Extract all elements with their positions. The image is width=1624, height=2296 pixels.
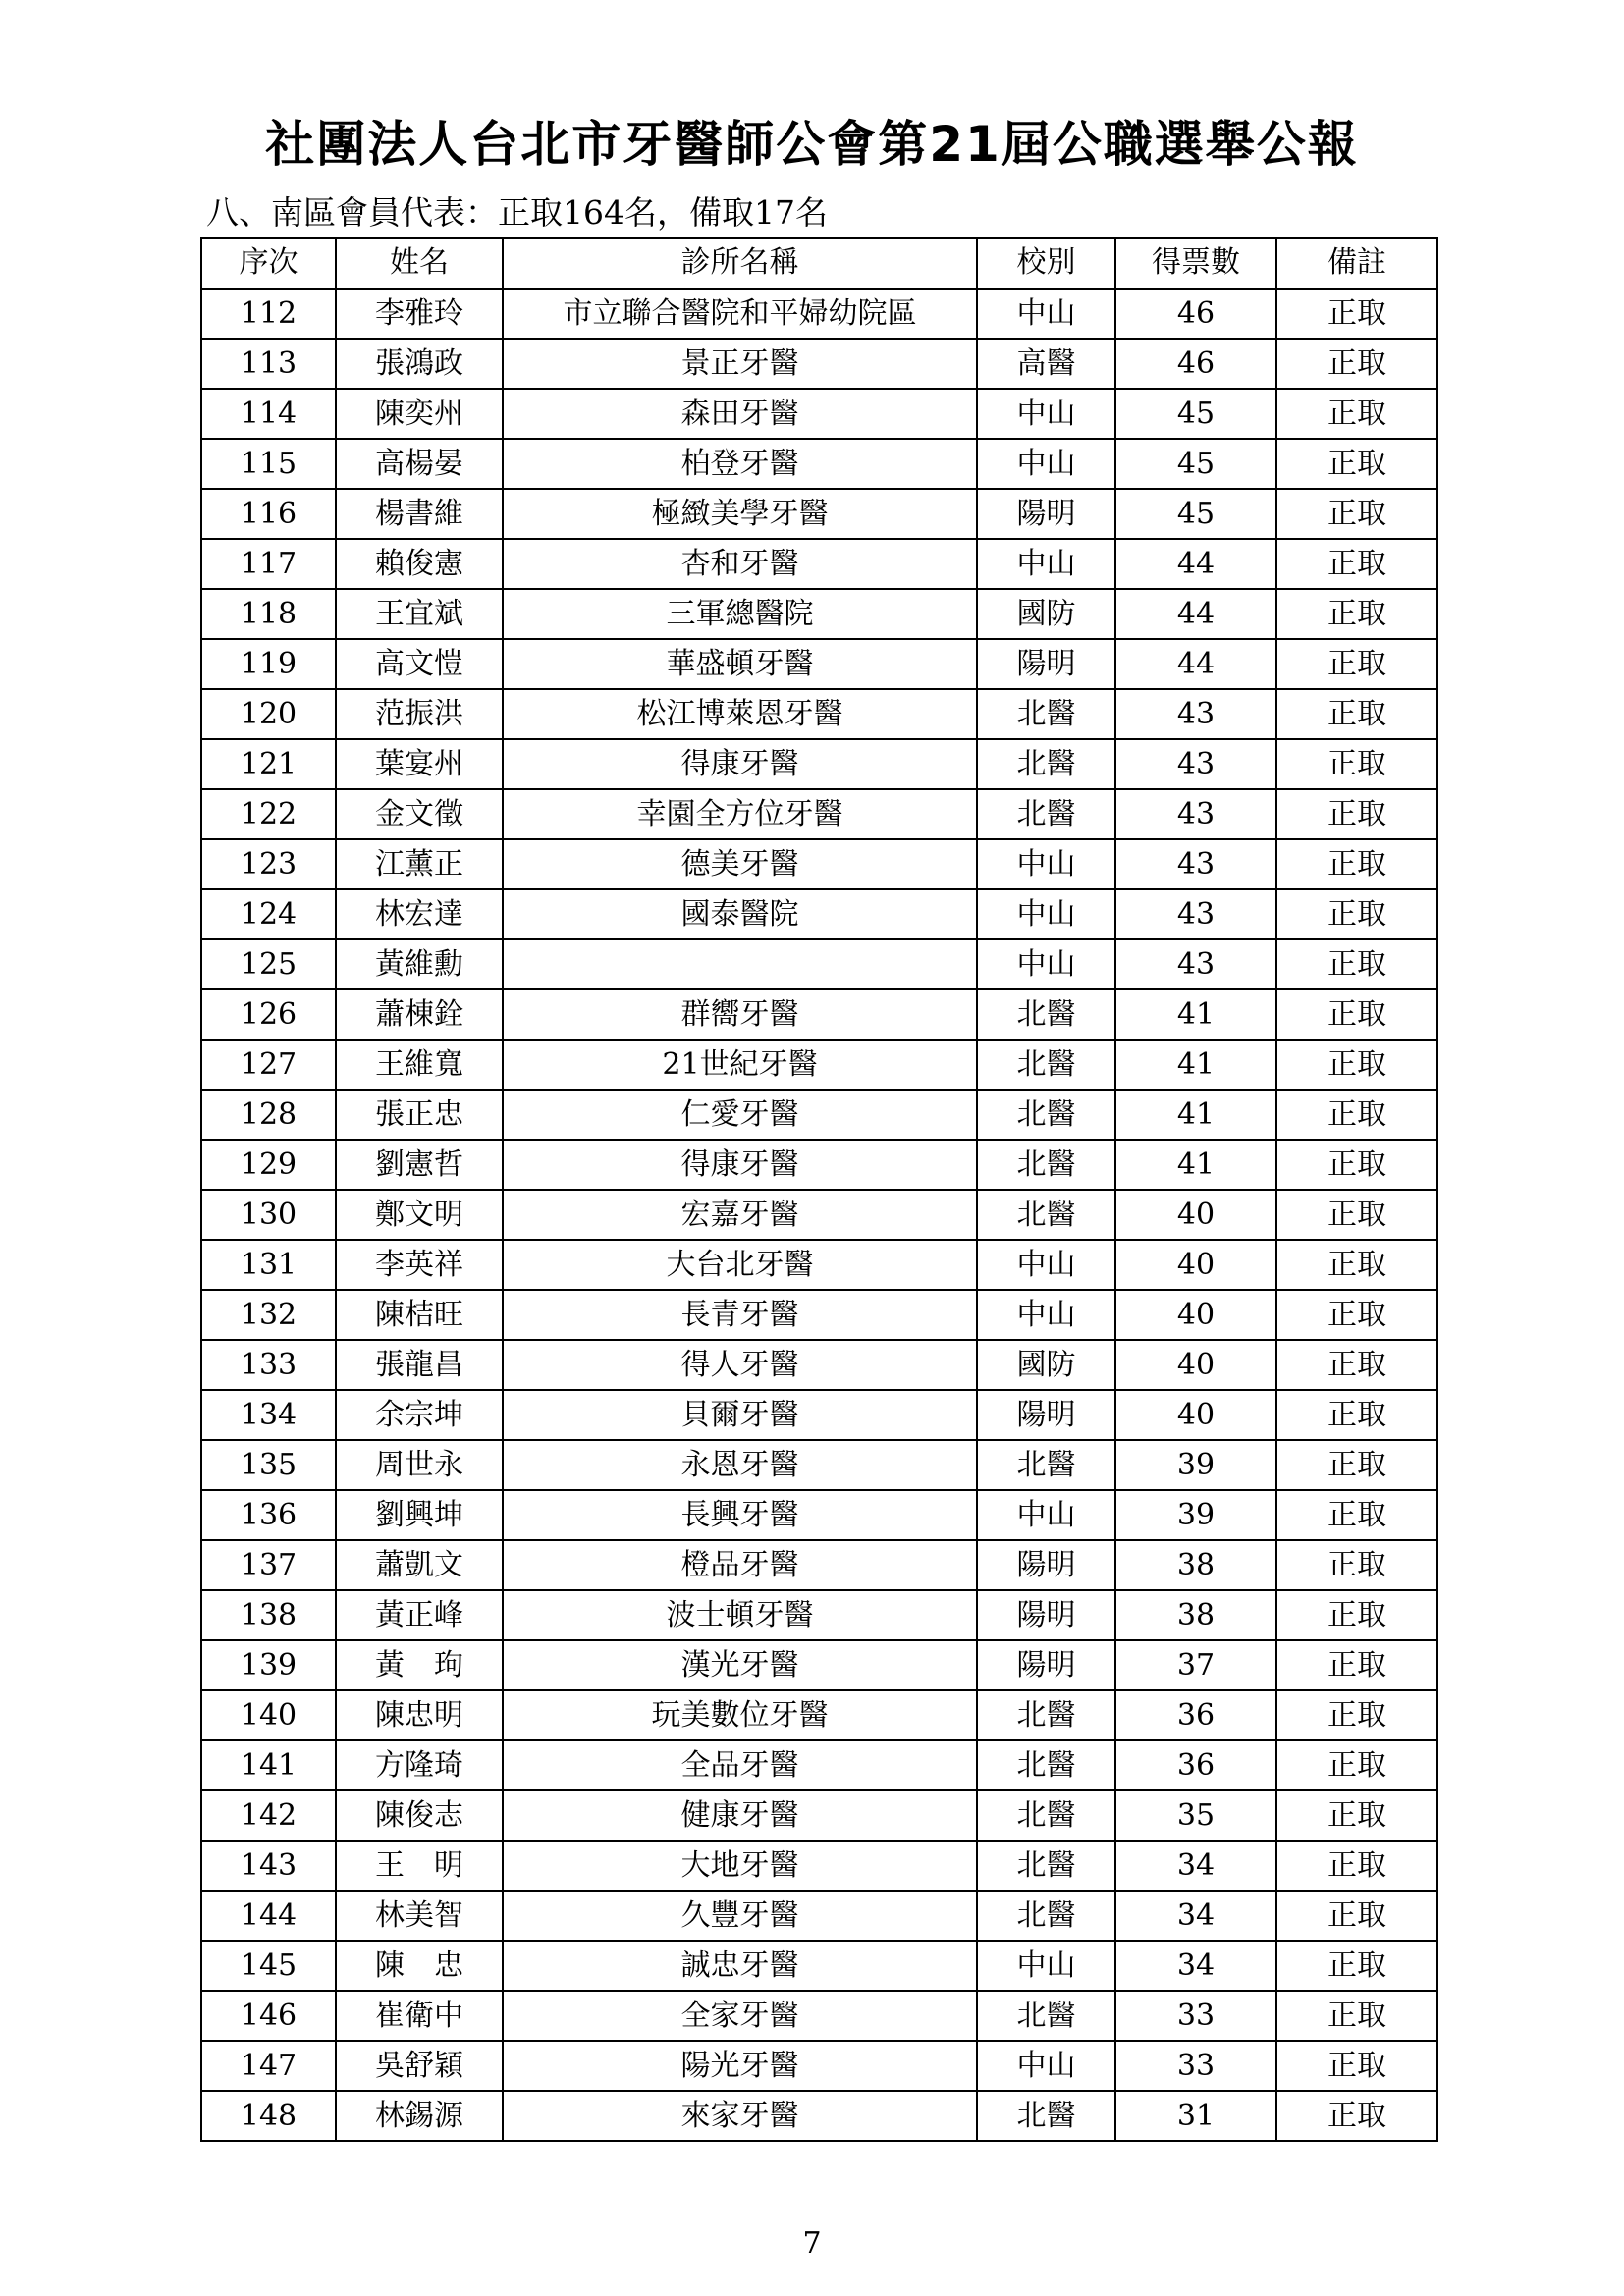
cell-votes: 38 xyxy=(1115,1540,1276,1590)
cell-votes: 41 xyxy=(1115,1090,1276,1140)
cell-remark: 正取 xyxy=(1276,1540,1437,1590)
cell-school: 國防 xyxy=(977,1340,1115,1390)
cell-clinic: 宏嘉牙醫 xyxy=(503,1190,977,1240)
cell-school: 北醫 xyxy=(977,989,1115,1040)
cell-name: 蕭凱文 xyxy=(336,1540,503,1590)
header-remark: 備註 xyxy=(1276,238,1437,289)
table-row xyxy=(201,1891,1437,1941)
table-row xyxy=(201,889,1437,939)
cell-remark: 正取 xyxy=(1276,1690,1437,1740)
cell-votes: 46 xyxy=(1115,339,1276,389)
table-row xyxy=(201,589,1437,639)
cell-name: 陳俊志 xyxy=(336,1790,503,1841)
cell-remark: 正取 xyxy=(1276,689,1437,739)
cell-clinic: 久豐牙醫 xyxy=(503,1891,977,1941)
cell-votes: 38 xyxy=(1115,1590,1276,1640)
table-row xyxy=(201,1841,1437,1891)
cell-clinic: 幸園全方位牙醫 xyxy=(503,789,977,839)
cell-rank: 124 xyxy=(201,889,336,939)
cell-rank: 118 xyxy=(201,589,336,639)
cell-school: 陽明 xyxy=(977,1590,1115,1640)
cell-name: 陳 忠 xyxy=(336,1941,503,1991)
cell-votes: 34 xyxy=(1115,1891,1276,1941)
cell-school: 北醫 xyxy=(977,1040,1115,1090)
cell-remark: 正取 xyxy=(1276,1490,1437,1540)
cell-rank: 134 xyxy=(201,1390,336,1440)
cell-remark: 正取 xyxy=(1276,1040,1437,1090)
cell-school: 北醫 xyxy=(977,739,1115,789)
cell-name: 蕭棟銓 xyxy=(336,989,503,1040)
cell-remark: 正取 xyxy=(1276,389,1437,439)
table-row xyxy=(201,289,1437,339)
cell-name: 高文愷 xyxy=(336,639,503,689)
cell-name: 林美智 xyxy=(336,1891,503,1941)
cell-school: 中山 xyxy=(977,439,1115,489)
cell-school: 中山 xyxy=(977,1290,1115,1340)
cell-remark: 正取 xyxy=(1276,1740,1437,1790)
cell-votes: 45 xyxy=(1115,489,1276,539)
cell-remark: 正取 xyxy=(1276,439,1437,489)
table-row xyxy=(201,689,1437,739)
cell-school: 中山 xyxy=(977,939,1115,989)
table-row xyxy=(201,989,1437,1040)
cell-name: 崔衛中 xyxy=(336,1991,503,2041)
election-results-table xyxy=(200,237,1438,2142)
table-row xyxy=(201,1390,1437,1440)
cell-clinic: 得康牙醫 xyxy=(503,739,977,789)
cell-clinic: 群嚮牙醫 xyxy=(503,989,977,1040)
table-row xyxy=(201,839,1437,889)
cell-name: 王維寬 xyxy=(336,1040,503,1090)
cell-rank: 114 xyxy=(201,389,336,439)
cell-name: 方隆琦 xyxy=(336,1740,503,1790)
table-row xyxy=(201,1590,1437,1640)
cell-remark: 正取 xyxy=(1276,289,1437,339)
table-row xyxy=(201,1941,1437,1991)
cell-clinic: 漢光牙醫 xyxy=(503,1640,977,1690)
cell-school: 高醫 xyxy=(977,339,1115,389)
cell-rank: 132 xyxy=(201,1290,336,1340)
table-row xyxy=(201,1340,1437,1390)
table-row xyxy=(201,639,1437,689)
cell-clinic: 華盛頓牙醫 xyxy=(503,639,977,689)
table-row xyxy=(201,1640,1437,1690)
table-row xyxy=(201,389,1437,439)
table-header-row xyxy=(201,238,1437,289)
table-row xyxy=(201,1790,1437,1841)
cell-name: 江薰正 xyxy=(336,839,503,889)
cell-votes: 45 xyxy=(1115,389,1276,439)
cell-remark: 正取 xyxy=(1276,839,1437,889)
cell-votes: 40 xyxy=(1115,1340,1276,1390)
cell-votes: 31 xyxy=(1115,2091,1276,2141)
cell-name: 李雅玲 xyxy=(336,289,503,339)
cell-school: 北醫 xyxy=(977,1841,1115,1891)
cell-rank: 120 xyxy=(201,689,336,739)
cell-clinic: 健康牙醫 xyxy=(503,1790,977,1841)
cell-rank: 130 xyxy=(201,1190,336,1240)
cell-rank: 123 xyxy=(201,839,336,889)
cell-school: 北醫 xyxy=(977,689,1115,739)
cell-rank: 122 xyxy=(201,789,336,839)
table-row xyxy=(201,1240,1437,1290)
cell-votes: 43 xyxy=(1115,889,1276,939)
cell-name: 林錫源 xyxy=(336,2091,503,2141)
cell-votes: 41 xyxy=(1115,1140,1276,1190)
cell-name: 張正忠 xyxy=(336,1090,503,1140)
cell-remark: 正取 xyxy=(1276,589,1437,639)
cell-votes: 43 xyxy=(1115,939,1276,989)
cell-remark: 正取 xyxy=(1276,1590,1437,1640)
table-row xyxy=(201,1290,1437,1340)
cell-name: 余宗坤 xyxy=(336,1390,503,1440)
cell-rank: 131 xyxy=(201,1240,336,1290)
cell-remark: 正取 xyxy=(1276,939,1437,989)
cell-name: 張龍昌 xyxy=(336,1340,503,1390)
header-rank: 序次 xyxy=(201,238,336,289)
cell-name: 陳忠明 xyxy=(336,1690,503,1740)
cell-rank: 133 xyxy=(201,1340,336,1390)
cell-name: 劉興坤 xyxy=(336,1490,503,1540)
cell-remark: 正取 xyxy=(1276,989,1437,1040)
cell-remark: 正取 xyxy=(1276,1891,1437,1941)
cell-clinic: 德美牙醫 xyxy=(503,839,977,889)
cell-school: 北醫 xyxy=(977,1440,1115,1490)
cell-school: 中山 xyxy=(977,2041,1115,2091)
cell-clinic: 景正牙醫 xyxy=(503,339,977,389)
table-row xyxy=(201,1540,1437,1590)
cell-remark: 正取 xyxy=(1276,1640,1437,1690)
header-name: 姓名 xyxy=(336,238,503,289)
cell-votes: 33 xyxy=(1115,2041,1276,2091)
cell-clinic: 國泰醫院 xyxy=(503,889,977,939)
cell-school: 中山 xyxy=(977,539,1115,589)
cell-rank: 127 xyxy=(201,1040,336,1090)
cell-rank: 113 xyxy=(201,339,336,389)
cell-rank: 143 xyxy=(201,1841,336,1891)
cell-votes: 39 xyxy=(1115,1490,1276,1540)
cell-name: 吳舒穎 xyxy=(336,2041,503,2091)
cell-votes: 41 xyxy=(1115,989,1276,1040)
cell-clinic: 三軍總醫院 xyxy=(503,589,977,639)
cell-clinic: 貝爾牙醫 xyxy=(503,1390,977,1440)
cell-clinic: 波士頓牙醫 xyxy=(503,1590,977,1640)
cell-clinic: 21世紀牙醫 xyxy=(503,1040,977,1090)
cell-remark: 正取 xyxy=(1276,1991,1437,2041)
cell-rank: 141 xyxy=(201,1740,336,1790)
cell-name: 劉憲哲 xyxy=(336,1140,503,1190)
cell-remark: 正取 xyxy=(1276,639,1437,689)
cell-name: 賴俊憲 xyxy=(336,539,503,589)
cell-school: 北醫 xyxy=(977,2091,1115,2141)
cell-remark: 正取 xyxy=(1276,1440,1437,1490)
cell-votes: 35 xyxy=(1115,1790,1276,1841)
table-row xyxy=(201,1090,1437,1140)
cell-votes: 41 xyxy=(1115,1040,1276,1090)
cell-clinic: 市立聯合醫院和平婦幼院區 xyxy=(503,289,977,339)
table-row xyxy=(201,1440,1437,1490)
cell-remark: 正取 xyxy=(1276,1140,1437,1190)
cell-remark: 正取 xyxy=(1276,789,1437,839)
cell-name: 林宏達 xyxy=(336,889,503,939)
cell-votes: 40 xyxy=(1115,1240,1276,1290)
cell-rank: 145 xyxy=(201,1941,336,1991)
cell-name: 周世永 xyxy=(336,1440,503,1490)
cell-votes: 39 xyxy=(1115,1440,1276,1490)
cell-school: 中山 xyxy=(977,1941,1115,1991)
cell-clinic: 極緻美學牙醫 xyxy=(503,489,977,539)
cell-votes: 43 xyxy=(1115,739,1276,789)
section-heading: 八、南區會員代表：正取164名，備取17名 xyxy=(206,193,828,232)
cell-name: 高楊晏 xyxy=(336,439,503,489)
cell-votes: 44 xyxy=(1115,639,1276,689)
cell-rank: 138 xyxy=(201,1590,336,1640)
cell-votes: 37 xyxy=(1115,1640,1276,1690)
cell-name: 李英祥 xyxy=(336,1240,503,1290)
cell-rank: 148 xyxy=(201,2091,336,2141)
table-row xyxy=(201,1140,1437,1190)
cell-rank: 135 xyxy=(201,1440,336,1490)
page-number: 7 xyxy=(802,2226,822,2261)
cell-school: 北醫 xyxy=(977,1991,1115,2041)
cell-school: 陽明 xyxy=(977,1390,1115,1440)
cell-school: 北醫 xyxy=(977,1891,1115,1941)
cell-rank: 126 xyxy=(201,989,336,1040)
cell-votes: 44 xyxy=(1115,539,1276,589)
cell-clinic: 長興牙醫 xyxy=(503,1490,977,1540)
cell-name: 張鴻政 xyxy=(336,339,503,389)
cell-clinic: 誠忠牙醫 xyxy=(503,1941,977,1991)
cell-school: 陽明 xyxy=(977,489,1115,539)
cell-remark: 正取 xyxy=(1276,2041,1437,2091)
cell-remark: 正取 xyxy=(1276,2091,1437,2141)
cell-school: 陽明 xyxy=(977,1540,1115,1590)
table-row xyxy=(201,1991,1437,2041)
cell-school: 中山 xyxy=(977,889,1115,939)
cell-school: 北醫 xyxy=(977,1690,1115,1740)
cell-rank: 112 xyxy=(201,289,336,339)
table-row xyxy=(201,939,1437,989)
cell-votes: 45 xyxy=(1115,439,1276,489)
cell-remark: 正取 xyxy=(1276,1790,1437,1841)
document-title: 社團法人台北市牙醫師公會第21屆公職選舉公報 xyxy=(265,116,1359,173)
cell-rank: 119 xyxy=(201,639,336,689)
header-votes: 得票數 xyxy=(1115,238,1276,289)
cell-rank: 142 xyxy=(201,1790,336,1841)
cell-votes: 46 xyxy=(1115,289,1276,339)
cell-remark: 正取 xyxy=(1276,489,1437,539)
cell-school: 中山 xyxy=(977,1490,1115,1540)
cell-clinic: 森田牙醫 xyxy=(503,389,977,439)
cell-name: 鄭文明 xyxy=(336,1190,503,1240)
cell-name: 黃維勳 xyxy=(336,939,503,989)
cell-clinic: 橙品牙醫 xyxy=(503,1540,977,1590)
cell-votes: 40 xyxy=(1115,1290,1276,1340)
cell-rank: 115 xyxy=(201,439,336,489)
header-clinic: 診所名稱 xyxy=(503,238,977,289)
cell-school: 國防 xyxy=(977,589,1115,639)
cell-clinic xyxy=(503,939,977,989)
cell-name: 王 明 xyxy=(336,1841,503,1891)
cell-rank: 140 xyxy=(201,1690,336,1740)
cell-clinic: 永恩牙醫 xyxy=(503,1440,977,1490)
table-row xyxy=(201,1740,1437,1790)
table-row xyxy=(201,1490,1437,1540)
cell-school: 中山 xyxy=(977,389,1115,439)
cell-remark: 正取 xyxy=(1276,1290,1437,1340)
cell-remark: 正取 xyxy=(1276,889,1437,939)
cell-rank: 136 xyxy=(201,1490,336,1540)
cell-clinic: 全品牙醫 xyxy=(503,1740,977,1790)
cell-name: 黃正峰 xyxy=(336,1590,503,1640)
table-row xyxy=(201,2091,1437,2141)
cell-rank: 137 xyxy=(201,1540,336,1590)
cell-rank: 121 xyxy=(201,739,336,789)
cell-school: 北醫 xyxy=(977,1790,1115,1841)
table-row xyxy=(201,539,1437,589)
cell-remark: 正取 xyxy=(1276,1941,1437,1991)
cell-clinic: 陽光牙醫 xyxy=(503,2041,977,2091)
cell-votes: 33 xyxy=(1115,1991,1276,2041)
cell-rank: 116 xyxy=(201,489,336,539)
cell-rank: 128 xyxy=(201,1090,336,1140)
table-row xyxy=(201,789,1437,839)
cell-rank: 147 xyxy=(201,2041,336,2091)
table-row xyxy=(201,1040,1437,1090)
cell-rank: 144 xyxy=(201,1891,336,1941)
cell-remark: 正取 xyxy=(1276,1090,1437,1140)
cell-rank: 117 xyxy=(201,539,336,589)
cell-votes: 40 xyxy=(1115,1390,1276,1440)
cell-clinic: 大地牙醫 xyxy=(503,1841,977,1891)
cell-school: 陽明 xyxy=(977,1640,1115,1690)
cell-remark: 正取 xyxy=(1276,1190,1437,1240)
table-row xyxy=(201,739,1437,789)
table-row xyxy=(201,339,1437,389)
cell-clinic: 杏和牙醫 xyxy=(503,539,977,589)
cell-name: 范振洪 xyxy=(336,689,503,739)
cell-clinic: 全家牙醫 xyxy=(503,1991,977,2041)
cell-remark: 正取 xyxy=(1276,539,1437,589)
cell-votes: 40 xyxy=(1115,1190,1276,1240)
cell-school: 中山 xyxy=(977,289,1115,339)
cell-rank: 139 xyxy=(201,1640,336,1690)
cell-clinic: 大台北牙醫 xyxy=(503,1240,977,1290)
cell-name: 金文徵 xyxy=(336,789,503,839)
cell-votes: 34 xyxy=(1115,1841,1276,1891)
cell-clinic: 玩美數位牙醫 xyxy=(503,1690,977,1740)
cell-name: 葉宴州 xyxy=(336,739,503,789)
cell-clinic: 仁愛牙醫 xyxy=(503,1090,977,1140)
table-row xyxy=(201,489,1437,539)
cell-votes: 34 xyxy=(1115,1941,1276,1991)
cell-remark: 正取 xyxy=(1276,1390,1437,1440)
cell-school: 北醫 xyxy=(977,1140,1115,1190)
cell-clinic: 長青牙醫 xyxy=(503,1290,977,1340)
cell-rank: 129 xyxy=(201,1140,336,1190)
cell-remark: 正取 xyxy=(1276,1240,1437,1290)
cell-votes: 43 xyxy=(1115,839,1276,889)
cell-name: 陳奕州 xyxy=(336,389,503,439)
cell-clinic: 得人牙醫 xyxy=(503,1340,977,1390)
cell-clinic: 來家牙醫 xyxy=(503,2091,977,2141)
cell-name: 楊書維 xyxy=(336,489,503,539)
cell-school: 北醫 xyxy=(977,789,1115,839)
cell-school: 北醫 xyxy=(977,1740,1115,1790)
cell-clinic: 松江博萊恩牙醫 xyxy=(503,689,977,739)
cell-remark: 正取 xyxy=(1276,739,1437,789)
cell-rank: 146 xyxy=(201,1991,336,2041)
cell-name: 王宜斌 xyxy=(336,589,503,639)
cell-school: 北醫 xyxy=(977,1090,1115,1140)
cell-votes: 43 xyxy=(1115,789,1276,839)
cell-name: 黃 玽 xyxy=(336,1640,503,1690)
header-school: 校別 xyxy=(977,238,1115,289)
cell-votes: 44 xyxy=(1115,589,1276,639)
cell-name: 陳桔旺 xyxy=(336,1290,503,1340)
cell-school: 北醫 xyxy=(977,1190,1115,1240)
cell-school: 中山 xyxy=(977,839,1115,889)
table-body xyxy=(201,289,1437,2141)
table-row xyxy=(201,1190,1437,1240)
cell-remark: 正取 xyxy=(1276,339,1437,389)
cell-school: 陽明 xyxy=(977,639,1115,689)
cell-school: 中山 xyxy=(977,1240,1115,1290)
table-row xyxy=(201,439,1437,489)
cell-votes: 43 xyxy=(1115,689,1276,739)
table-row xyxy=(201,2041,1437,2091)
cell-clinic: 得康牙醫 xyxy=(503,1140,977,1190)
cell-remark: 正取 xyxy=(1276,1340,1437,1390)
cell-clinic: 柏登牙醫 xyxy=(503,439,977,489)
table-row xyxy=(201,1690,1437,1740)
cell-remark: 正取 xyxy=(1276,1841,1437,1891)
cell-rank: 125 xyxy=(201,939,336,989)
cell-votes: 36 xyxy=(1115,1740,1276,1790)
cell-votes: 36 xyxy=(1115,1690,1276,1740)
